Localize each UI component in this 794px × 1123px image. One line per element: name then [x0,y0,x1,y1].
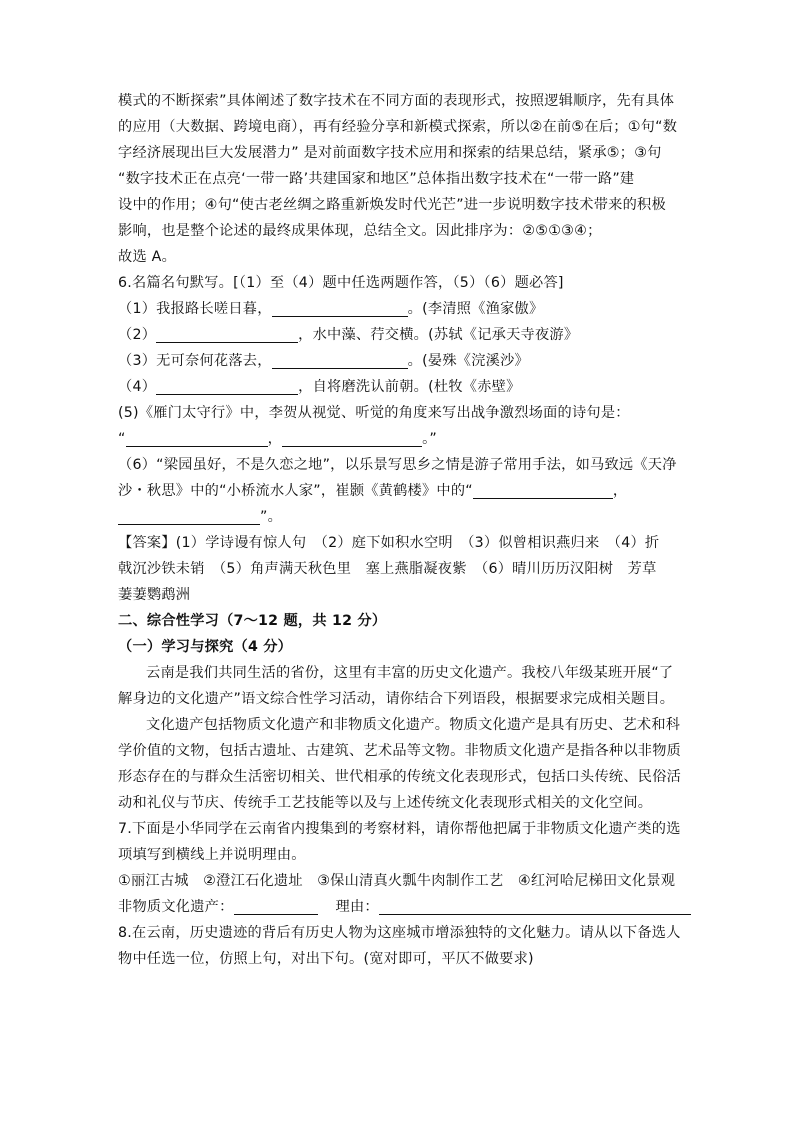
conclusion-line: 故选 A。 [118,249,177,265]
question-6-title: 6.名篇名句默写。[（1）至（4）题中任选两题作答，（5）（6）题必答] [118,275,564,291]
answer-blank[interactable] [156,378,298,395]
question-6-item-6-line-3 [118,504,686,530]
answer-line-2: 戟沉沙铁未销 （5）角声满天秋色里 塞上燕脂凝夜紫 （6）晴川历历汉阳树 芳草 [118,561,657,577]
item-6-text: 沙・秋思》中的“小桥流水人家”，崔颢《黄鹤楼》中的“ [118,483,473,499]
document-page [118,88,686,972]
question-6-item-6: （6）“梁园虽好，不是久恋之地”，以乐景写思乡之情是游子常用手法，如马致远《天净 [118,457,677,473]
question-8-line-1: 8.在云南，历史遗迹的背后有历史人物为这座城市增添独特的文化魅力。请从以下备选人 [118,925,681,941]
paragraph-2-line-3: 形态存在的与群众生活密切相关、世代相承的传统文化表现形式，包括口头传统、民俗活 [118,769,682,785]
item-4-prefix: （4） [118,379,157,395]
answer-blank[interactable] [282,430,422,447]
item-1-prefix: （1）我报路长嗟日暮， [118,301,272,317]
reasoning-line-5: 设中的作用；④句“使古老丝绸之路重新焕发时代光芒”进一步说明数字技术带来的积极 [118,197,666,213]
item-2-prefix: （2） [118,327,157,343]
question-7-line-1: 7.下面是小华同学在云南省内搜集到的考察材料，请你帮他把属于非物质文化遗产类的选 [118,821,681,837]
item-2-suffix: ，水中藻、荇交横。(苏轼《记承天寺夜游》 [298,327,579,343]
reason-blank[interactable] [379,898,691,915]
answer-line-1: 【答案】(1）学诗谩有惊人句 （2）庭下如积水空明 （3）似曾相识燕归来 （4）折 [118,535,660,551]
item-3-suffix: 。(晏殊《浣溪沙》 [407,353,529,369]
answer-blank[interactable] [272,300,408,317]
question-7-fill [118,894,686,920]
answer-blank[interactable] [126,430,268,447]
item-1-suffix: 。(李清照《渔家傲》 [407,301,544,317]
reasoning-line-3: 字经济展现出巨大发展潜力” 是对前面数字技术应用和探索的结果总结，紧承⑤；③句 [118,145,662,161]
close-quote: ”。 [260,509,283,525]
subsection-title: （一）学习与探究（4 分） [118,639,293,655]
question-6-item-5-blanks [118,426,686,452]
answer-line-3: 萋萋鹦鹉洲 [118,587,191,603]
question-8-line-2: 物中任选一位，仿照上句，对出下句。(宽对即可，平仄不做要求) [118,951,534,967]
question-6-item-6-line-2 [118,478,686,504]
section-2-title: 二、综合性学习（7～12 题，共 12 分） [118,613,387,629]
question-6-item-5: (5)《雁门太守行》中，李贺从视觉、听觉的角度来写出战争激烈场面的诗句是： [118,405,630,421]
reasoning-line-1: 模式的不断探索”具体阐述了数字技术在不同方面的表现形式，按照逻辑顺序，先有具体 [118,93,675,109]
close-quote: 。” [422,431,438,447]
question-7-options: ①丽江古城 ②澄江石化遗址 ③保山清真火瓢牛肉制作工艺 ④红河哈尼梯田文化景观 [118,873,676,889]
reasoning-line-4: “数字技术正在点亮‘一带一路’共建国家和地区”总体指出数字技术在“一带一路”建 [118,171,635,187]
question-6-item-3 [118,348,686,374]
answer-blank[interactable] [118,508,260,525]
question-7-line-2: 项填写到横线上并说明理由。 [118,847,306,863]
paragraph-2-line-1: 文化遗产包括物质文化遗产和非物质文化遗产。物质文化遗产是具有历史、艺术和科 [146,717,681,733]
item-4-suffix: ，自将磨洗认前朝。(杜牧《赤壁》 [298,379,521,395]
paragraph-1-line-1: 云南是我们共同生活的省份，这里有丰富的历史文化遗产。我校八年级某班开展“了 [146,665,674,681]
comma: ， [612,483,628,499]
item-3-prefix: （3）无可奈何花落去， [118,353,272,369]
question-6-item-2 [118,322,686,348]
answer-blank[interactable] [156,326,298,343]
reasoning-line-6: 影响，也是整个论述的最终成果体现，总结全文。因此排序为：②⑤①③④； [118,223,602,239]
heritage-blank[interactable] [234,898,318,915]
comma: ， [267,431,283,447]
paragraph-2-line-2: 学价值的文物，包括古遗址、古建筑、艺术品等文物。非物质文化遗产是指各种以非物质 [118,743,682,759]
open-quote: “ [118,431,126,447]
reasoning-line-2: 的应用（大数据、跨境电商），再有经验分享和新模式探索，所以②在前⑤在后；①句“数 [118,119,678,135]
question-6-item-4 [118,374,686,400]
answer-blank[interactable] [272,352,408,369]
question-6-item-1 [118,296,686,322]
reason-label: 理由： [335,899,379,915]
answer-blank[interactable] [473,482,613,499]
heritage-label: 非物质文化遗产： [118,899,234,915]
paragraph-1-line-2: 解身边的文化遗产”语文综合性学习活动，请你结合下列语段，根据要求完成相关题目。 [118,691,675,707]
paragraph-2-line-4: 动和礼仪与节庆、传统手工艺技能等以及与上述传统文化表现形式相关的文化空间。 [118,795,653,811]
